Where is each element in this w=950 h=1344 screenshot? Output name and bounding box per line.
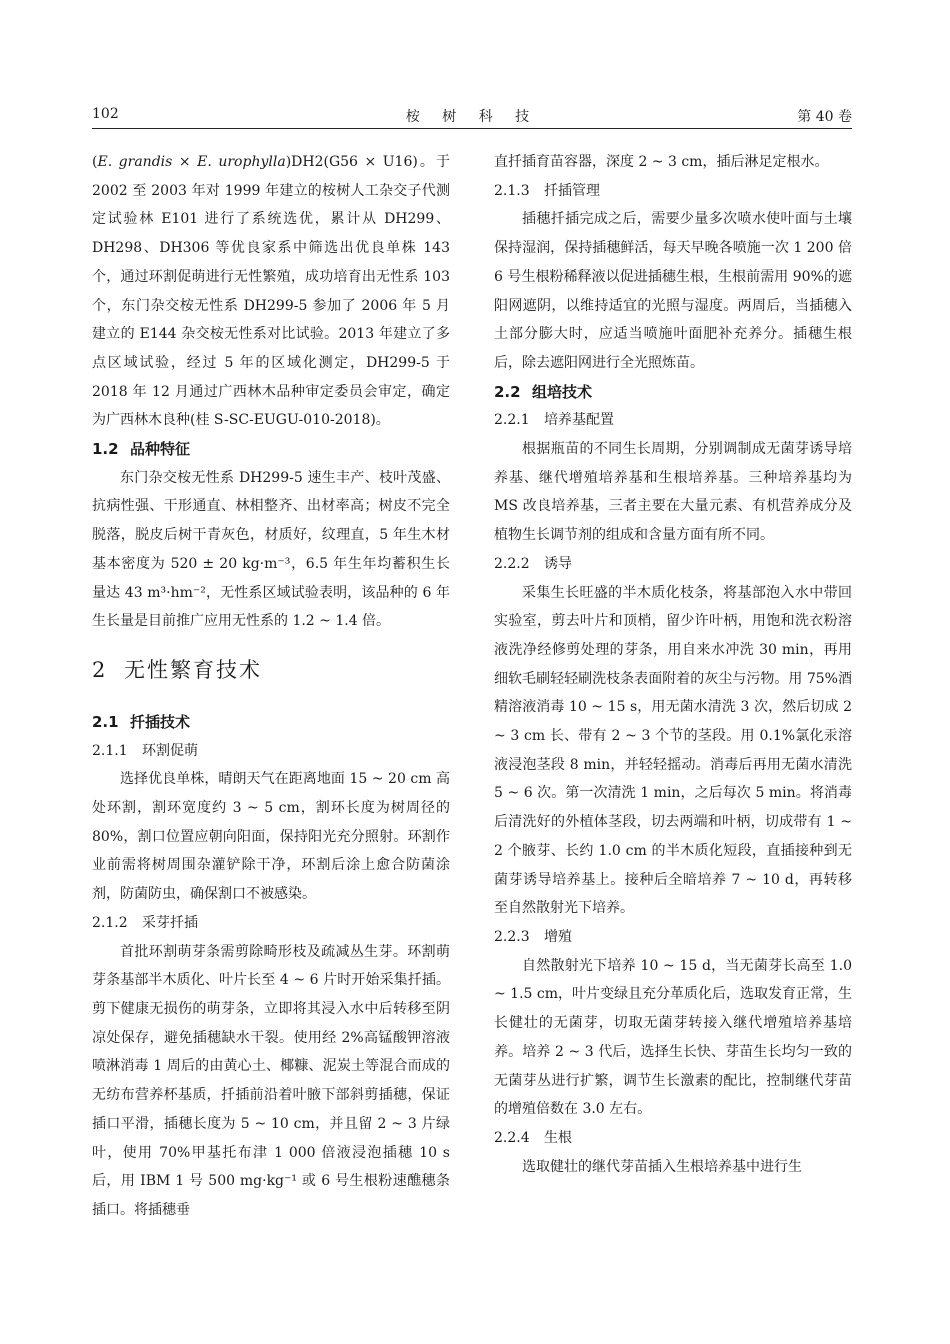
page-number: 102	[92, 106, 119, 122]
heading-2-2-4: 2.2.4 生根	[494, 1129, 572, 1146]
heading-1-2: 1.2 品种特征	[92, 440, 191, 459]
paragraph-2-1-1: 选择优良单株，晴朗天气在距离地面 15 ~ 20 cm 高处环割，割环宽度约 3 ~ 5 cm，割环长度为树周径的 80%，割口位置应朝向阳面，保持阳光充分照射。环割作业前需将树周围杂灌铲除干净，环割后涂上愈合防菌涂剂，防菌防虫，确保割口不被感染。	[92, 771, 450, 903]
species-name-2: E. urophylla	[197, 154, 286, 170]
right-column	[494, 148, 852, 1181]
species-name-1: E. grandis	[97, 154, 173, 170]
journal-name: 桉 树 科 技	[405, 109, 539, 125]
paragraph-2-2-3: 自然散射光下培养 10 ~ 15 d，当无菌芽长高至 1.0 ~ 1.5 cm，叶片变绿且充分革质化后，选取发育正常，生长健壮的无菌芽，切取无菌芽转接入继代增殖培养基培养。培养 2 ~ 3 代后，选择生长快、芽苗生长均匀一致的无菌芽丛进行扩繁，调节生长激素的配比，控制继代芽苗的增殖倍数在 3.0 左右。	[494, 957, 853, 1118]
heading-2-2: 2.2 组培技术	[494, 382, 593, 401]
paragraph-2-1-2: 首批环割萌芽条需剪除畸形枝及疏减丛生芽。环割萌芽条基部半木质化、叶片长至 4 ~ 6 片时开始采集扦插。剪下健康无损伤的萌芽条，立即将其浸入水中后转移至阴凉处保存，避免插穗缺水干裂。使用经 2%高锰酸钾溶液喷淋消毒 1 周后的由黄心土、椰糠、泥炭土等混合而成的无纺布营养杯基质，扦插前沿着叶腋下部斜剪插穗，保证插口平滑，插穗长度为 5 ~ 10 cm，并且留 2 ~ 3 片绿叶，使用 70%甲基托布津 1 000 倍液浸泡插穗 10 s 后，用 IBM 1 号 500 mg·kg⁻¹ 或 6 号生根粉速醮穗条插口。将插穗垂	[92, 943, 450, 1218]
paragraph-2-2-1: 根据瓶苗的不同生长周期，分别调制成无菌芽诱导培养基、继代增殖培养基和生根培养基。三种培养基均为 MS 改良培养基，三者主要在大量元素、有机营养成分及植物生长调节剂的组成和含量方面有所不同。	[494, 441, 852, 544]
heading-2-2-3: 2.2.3 增殖	[494, 928, 572, 945]
intro-paragraph: (E. grandis × E. urophylla)DH2(G56 × U16)。于 2002 至 2003 年对 1999 年建立的桉树人工杂交子代测定试验林 E101 进行了系统选优，累计从 DH299、DH298、DH306 等优良家系中筛选出优良单株 143 个，通过环割促萌进行无性繁殖，成功培育出无性系 103 个，东门杂交桉无性系 DH299-5 参加了 2006 年 5 月建立的 E144 杂交桉无性系对比试验。2013 年建立了多点区域试验，经过 5 年的区域化测定，DH299-5 于 2018 年 12 月通过广西林木品种审定委员会审定，确定为广西林木良种(桂 S-SC-EUGU-010-2018)。	[92, 154, 451, 429]
header-rule	[92, 128, 852, 129]
left-column	[92, 148, 450, 1225]
paragraph-2-2-4: 选取健壮的继代芽苗插入生根培养基中进行生	[522, 1158, 802, 1175]
paragraph-1-2: 东门杂交桉无性系 DH299-5 速生丰产、枝叶茂盛、抗病性强、干形通直、林相整齐、出材率高；树皮不完全脱落，脱皮后树干青灰色，材质好，纹理直，5 年生木材基本密度为 520 ± 20 kg·m⁻³，6.5 年生年均蓄积生长量达 43 m³·hm⁻²，无性系区域试验表明，该品种的 6 年生长量是目前推广应用无性系的 1.2 ~ 1.4 倍。	[92, 469, 450, 630]
paragraph-2-1-3: 插穗扦插完成之后，需要少量多次喷水使叶面与土壤保持湿润，保持插穗鲜活，每天早晚各喷施一次 1 200 倍 6 号生根粉稀释液以促进插穗生根，生根前需用 90%的遮阳网遮阴，以维持适宜的光照与湿度。两周后，当插穗入土部分膨大时，应适当喷施叶面肥补充养分。插穗生根后，除去遮阳网进行全光照炼苗。	[494, 211, 852, 371]
heading-2-1: 2.1 扦插技术	[92, 712, 191, 731]
heading-2-2-1: 2.2.1 培养基配置	[494, 412, 614, 429]
running-header	[92, 106, 852, 130]
heading-2-1-1: 2.1.1 环割促萌	[92, 742, 198, 759]
heading-2-1-2: 2.1.2 采芽扦插	[92, 914, 198, 931]
continued-paragraph: 直扦插育苗容器，深度 2 ~ 3 cm，插后淋足定根水。	[494, 154, 829, 170]
heading-2-2-2: 2.2.2 诱导	[494, 555, 572, 572]
section-2-title: 2 无性繁育技术	[92, 657, 262, 682]
heading-2-1-3: 2.1.3 扦插管理	[494, 182, 600, 199]
paragraph-2-2-2: 采集生长旺盛的半木质化枝条，将基部泡入水中带回实验室，剪去叶片和顶梢，留少许叶柄，用饱和洗衣粉溶液洗净经修剪处理的芽条，用自来水冲洗 30 min，再用细软毛刷轻轻刷洗枝条表面附着的灰尘与污物。用 75%酒精溶液消毒 10 ~ 15 s，用无菌水清洗 3 次，然后切成 2 ~ 3 cm 长、带有 2 ~ 3 个节的茎段。用 0.1%氯化汞溶液浸泡茎段 8 min，并轻轻摇动。消毒后再用无菌水清洗 5 ~ 6 次。第一次清洗 1 min，之后每次 5 min。将消毒后清洗好的外植体茎段，切去两端和叶柄，切成带有 1 ~ 2 个腋芽、长约 1.0 cm 的半木质化短段，直插接种到无菌芽诱导培养基上。接种后全暗培养 7 ~ 10 d，再转移至自然散射光下培养。	[494, 584, 852, 917]
volume-label: 第 40 卷	[797, 109, 852, 125]
